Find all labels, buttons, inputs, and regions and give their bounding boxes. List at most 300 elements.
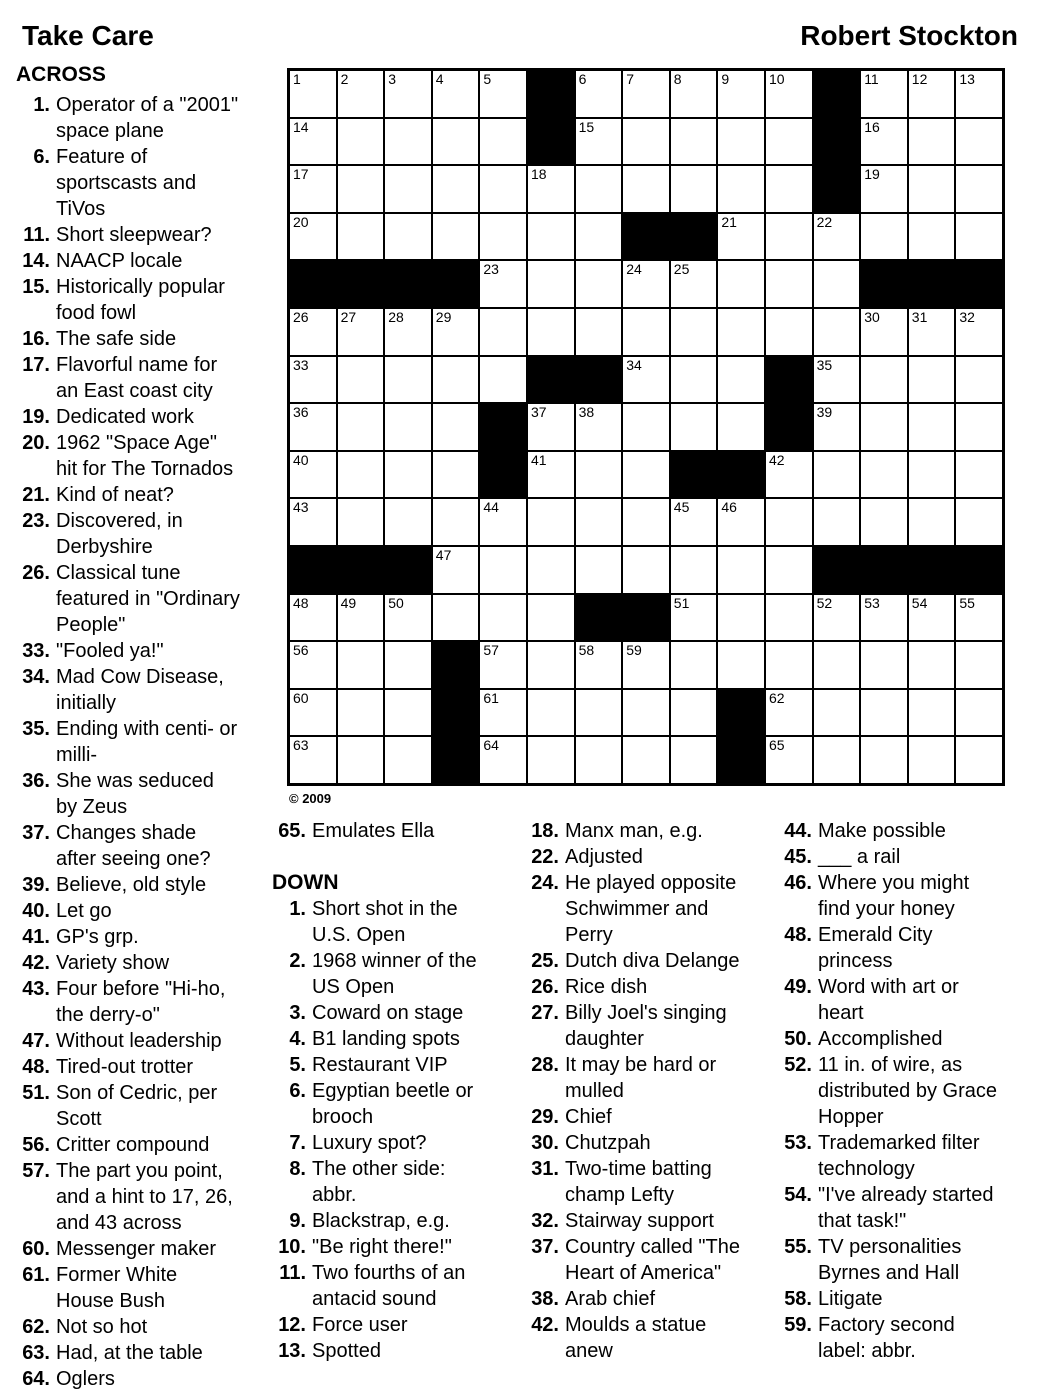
grid-cell[interactable] [385, 737, 431, 783]
grid-cell[interactable] [290, 690, 336, 736]
clue-down-44 [778, 818, 1002, 844]
grid-cell[interactable] [766, 166, 812, 212]
grid-cell[interactable] [528, 690, 574, 736]
grid-cell[interactable] [385, 309, 431, 355]
grid-cell[interactable] [814, 404, 860, 450]
cell-number: 25 [673, 261, 690, 278]
cell-number: 53 [864, 594, 880, 611]
clue-across-63 [16, 1340, 240, 1366]
grid-cell[interactable] [576, 547, 622, 593]
clue-across-37 [16, 820, 240, 872]
grid-cell[interactable] [290, 214, 336, 260]
grid-cell[interactable] [290, 737, 336, 783]
black-cell [766, 357, 812, 403]
grid-cell[interactable] [909, 690, 955, 736]
clue-down-28 [525, 1052, 755, 1104]
grid-cell[interactable] [671, 261, 717, 307]
grid-cell[interactable] [718, 357, 764, 403]
grid-cell[interactable] [528, 166, 574, 212]
clue-down-22 [525, 844, 755, 870]
grid-cell[interactable] [623, 690, 669, 736]
grid-cell[interactable] [576, 71, 622, 117]
grid-cell[interactable] [290, 309, 336, 355]
grid-cell[interactable] [480, 547, 526, 593]
across-clue-list [16, 92, 240, 1392]
grid-cell[interactable] [766, 547, 812, 593]
grid-cell[interactable] [385, 499, 431, 545]
grid-cell[interactable] [338, 737, 384, 783]
grid-cell[interactable] [718, 547, 764, 593]
clue-down-6 [272, 1078, 492, 1130]
grid-cell[interactable] [766, 737, 812, 783]
clue-number: 37. [22, 822, 50, 844]
cell-number: 55 [959, 594, 975, 611]
cell-number: 20 [293, 213, 309, 230]
grid-cell[interactable] [956, 309, 1002, 355]
grid-cell[interactable] [718, 71, 764, 117]
clue-down-59 [778, 1312, 1002, 1364]
grid-cell[interactable] [338, 404, 384, 450]
grid-cell[interactable] [671, 309, 717, 355]
grid-cell[interactable] [718, 642, 764, 688]
grid-cell[interactable] [814, 261, 860, 307]
grid-cell[interactable] [718, 119, 764, 165]
grid-cell[interactable] [480, 119, 526, 165]
clue-text: GP's grp. [56, 926, 139, 948]
grid-cell[interactable] [956, 595, 1002, 641]
clue-text: Messenger maker [56, 1238, 217, 1260]
grid-cell[interactable] [956, 357, 1002, 403]
black-cell [814, 547, 860, 593]
grid-cell[interactable] [671, 404, 717, 450]
clue-across-14 [16, 248, 240, 274]
grid-cell[interactable] [623, 499, 669, 545]
grid-cell[interactable] [480, 642, 526, 688]
clue-text: Adjusted [565, 846, 643, 868]
grid-cell[interactable] [528, 595, 574, 641]
grid-cell[interactable] [671, 690, 717, 736]
grid-cell[interactable] [671, 642, 717, 688]
clue-number: 52. [784, 1054, 812, 1076]
grid-cell[interactable] [576, 261, 622, 307]
grid-cell[interactable] [338, 357, 384, 403]
grid-cell[interactable] [480, 499, 526, 545]
clue-text: Dedicated work [56, 406, 194, 428]
grid-cell[interactable] [433, 357, 479, 403]
grid-cell[interactable] [480, 309, 526, 355]
grid-cell[interactable] [480, 71, 526, 117]
grid-cell[interactable] [290, 499, 336, 545]
clue-text: Tired-out trotter [56, 1056, 194, 1078]
clue-number: 60. [22, 1238, 50, 1260]
grid-cell[interactable] [861, 357, 907, 403]
grid-cell[interactable] [909, 71, 955, 117]
cell-number: 54 [911, 594, 928, 611]
grid-cell[interactable] [576, 404, 622, 450]
grid-cell[interactable] [814, 499, 860, 545]
grid-cell[interactable] [814, 357, 860, 403]
clue-number: 10. [278, 1236, 306, 1258]
clue-across-39 [16, 872, 240, 898]
grid-cell[interactable] [671, 357, 717, 403]
grid-cell[interactable] [433, 71, 479, 117]
grid-cell[interactable] [338, 499, 384, 545]
grid-cell[interactable] [814, 737, 860, 783]
grid-cell[interactable] [290, 595, 336, 641]
grid-cell[interactable] [671, 595, 717, 641]
grid-cell[interactable] [385, 214, 431, 260]
grid-cell[interactable] [909, 499, 955, 545]
grid-cell[interactable] [480, 690, 526, 736]
grid-cell[interactable] [956, 119, 1002, 165]
grid-cell[interactable] [623, 357, 669, 403]
clue-across-26 [16, 560, 240, 638]
grid-cell[interactable] [766, 119, 812, 165]
grid-cell[interactable] [623, 119, 669, 165]
grid-cell[interactable] [718, 595, 764, 641]
grid-cell[interactable] [576, 214, 622, 260]
cell-number: 45 [673, 499, 690, 516]
clue-across-51 [16, 1080, 240, 1132]
grid-cell[interactable] [528, 452, 574, 498]
black-cell [433, 737, 479, 783]
grid-cell[interactable] [861, 737, 907, 783]
cell-number: 34 [626, 356, 642, 373]
clue-across-40 [16, 898, 240, 924]
black-cell [718, 452, 764, 498]
cell-number: 3 [388, 71, 396, 87]
black-cell [433, 642, 479, 688]
grid-cell[interactable] [385, 166, 431, 212]
clue-number: 30. [531, 1132, 559, 1154]
black-cell [480, 404, 526, 450]
grid-cell[interactable] [528, 737, 574, 783]
grid-cell[interactable] [433, 404, 479, 450]
grid-cell[interactable] [338, 166, 384, 212]
grid-cell[interactable] [861, 690, 907, 736]
grid-cell[interactable] [671, 166, 717, 212]
grid-cell[interactable] [290, 119, 336, 165]
clue-across-60 [16, 1236, 240, 1262]
grid-cell[interactable] [385, 404, 431, 450]
black-cell [718, 737, 764, 783]
grid-cell[interactable] [956, 690, 1002, 736]
clue-down-29 [525, 1104, 755, 1130]
clue-across-11 [16, 222, 240, 248]
grid-cell[interactable] [814, 595, 860, 641]
cell-number: 44 [483, 499, 499, 516]
cell-number: 49 [340, 594, 357, 611]
clue-number: 11. [23, 224, 50, 246]
black-cell [290, 261, 336, 307]
grid-cell[interactable] [861, 166, 907, 212]
grid-cell[interactable] [909, 452, 955, 498]
cell-number: 63 [293, 737, 309, 754]
clue-across-16 [16, 326, 240, 352]
cell-number: 52 [816, 594, 833, 611]
grid-cell[interactable] [385, 357, 431, 403]
grid-cell[interactable] [718, 166, 764, 212]
clue-text: "Fooled ya!" [56, 640, 164, 662]
grid-cell[interactable] [528, 547, 574, 593]
grid-cell[interactable] [433, 309, 479, 355]
across-clue-list-overflow [272, 818, 492, 844]
grid-cell[interactable] [480, 737, 526, 783]
clue-number: 26. [22, 562, 50, 584]
grid-cell[interactable] [718, 404, 764, 450]
grid-cell[interactable] [623, 166, 669, 212]
grid-cell[interactable] [290, 404, 336, 450]
grid-cell[interactable] [576, 499, 622, 545]
clue-across-21 [16, 482, 240, 508]
black-cell [338, 547, 384, 593]
grid-cell[interactable] [909, 119, 955, 165]
clue-text: Litigate [818, 1288, 883, 1310]
clue-number: 47. [22, 1030, 50, 1052]
grid-cell[interactable] [338, 119, 384, 165]
grid-cell[interactable] [814, 452, 860, 498]
black-cell [861, 547, 907, 593]
grid-cell[interactable] [290, 166, 336, 212]
cell-number: 62 [768, 689, 785, 706]
grid-cell[interactable] [528, 214, 574, 260]
grid-cell[interactable] [861, 119, 907, 165]
clue-text: Factory second label: abbr. [818, 1314, 955, 1362]
grid-cell[interactable] [433, 119, 479, 165]
grid-cell[interactable] [623, 547, 669, 593]
crossword-grid [287, 68, 1005, 786]
grid-cell[interactable] [433, 166, 479, 212]
clue-number: 55. [784, 1236, 812, 1258]
grid-cell[interactable] [671, 547, 717, 593]
grid-cell[interactable] [671, 737, 717, 783]
grid-cell[interactable] [766, 595, 812, 641]
grid-cell[interactable] [480, 595, 526, 641]
grid-cell[interactable] [385, 119, 431, 165]
clue-text: She was seduced by Zeus [56, 770, 214, 818]
clue-number: 42. [22, 952, 50, 974]
grid-cell[interactable] [528, 499, 574, 545]
grid-cell[interactable] [766, 452, 812, 498]
grid-cell[interactable] [385, 642, 431, 688]
grid-cell[interactable] [528, 309, 574, 355]
grid-cell[interactable] [766, 71, 812, 117]
grid-cell[interactable] [718, 499, 764, 545]
grid-cell[interactable] [290, 452, 336, 498]
grid-cell[interactable] [385, 71, 431, 117]
grid-cell[interactable] [433, 452, 479, 498]
grid-cell[interactable] [766, 642, 812, 688]
grid-cell[interactable] [338, 214, 384, 260]
clue-number: 7. [289, 1132, 306, 1154]
clue-across-33 [16, 638, 240, 664]
clue-number: 49. [784, 976, 812, 998]
clue-across-35 [16, 716, 240, 768]
clue-number: 2. [289, 950, 306, 972]
across-header: ACROSS [16, 63, 106, 86]
grid-cell[interactable] [861, 309, 907, 355]
grid-cell[interactable] [766, 690, 812, 736]
grid-cell[interactable] [718, 309, 764, 355]
clue-text: Feature of sportscasts and TiVos [56, 146, 197, 220]
grid-cell[interactable] [623, 71, 669, 117]
grid-cell[interactable] [814, 690, 860, 736]
clue-across-19 [16, 404, 240, 430]
grid-cell[interactable] [956, 452, 1002, 498]
cell-number: 18 [530, 166, 547, 183]
grid-cell[interactable] [861, 452, 907, 498]
grid-cell[interactable] [480, 261, 526, 307]
black-cell [718, 690, 764, 736]
clue-across-1 [16, 92, 240, 144]
grid-cell[interactable] [480, 357, 526, 403]
grid-cell[interactable] [338, 642, 384, 688]
black-cell [623, 595, 669, 641]
grid-cell[interactable] [385, 452, 431, 498]
clue-column-4 [778, 818, 1002, 1364]
grid-cell[interactable] [766, 499, 812, 545]
clue-across-64 [16, 1366, 240, 1392]
grid-cell[interactable] [338, 690, 384, 736]
grid-cell[interactable] [956, 71, 1002, 117]
clue-text: The part you point, and a hint to 17, 26, and 43 across [56, 1160, 233, 1234]
grid-cell[interactable] [909, 595, 955, 641]
grid-cell[interactable] [909, 214, 955, 260]
clue-text: He played opposite Schwimmer and Perry [565, 872, 737, 946]
grid-cell[interactable] [623, 404, 669, 450]
clue-down-13 [272, 1338, 492, 1364]
grid-cell[interactable] [623, 261, 669, 307]
clue-text: Manx man, e.g. [565, 820, 703, 842]
grid-cell[interactable] [433, 214, 479, 260]
grid-cell[interactable] [956, 214, 1002, 260]
cell-number: 14 [293, 118, 309, 135]
black-cell [956, 261, 1002, 307]
grid-cell[interactable] [623, 737, 669, 783]
grid-cell[interactable] [718, 214, 764, 260]
grid-cell[interactable] [956, 737, 1002, 783]
cell-number: 17 [293, 166, 309, 183]
cell-number: 26 [293, 308, 309, 325]
clue-number: 56. [22, 1134, 50, 1156]
clue-down-52 [778, 1052, 1002, 1130]
clue-text: Ending with centi- or milli- [56, 718, 238, 766]
grid-cell[interactable] [290, 642, 336, 688]
grid-cell[interactable] [528, 642, 574, 688]
grid-cell[interactable] [814, 214, 860, 260]
grid-cell[interactable] [909, 357, 955, 403]
grid-cell[interactable] [766, 214, 812, 260]
grid-cell[interactable] [576, 690, 622, 736]
grid-cell[interactable] [861, 642, 907, 688]
grid-cell[interactable] [623, 452, 669, 498]
clue-across-65 [272, 818, 492, 844]
grid-cell[interactable] [480, 214, 526, 260]
cell-number: 9 [721, 71, 730, 87]
grid-cell[interactable] [814, 309, 860, 355]
grid-cell[interactable] [385, 595, 431, 641]
clue-text: Arab chief [565, 1288, 656, 1310]
grid-cell[interactable] [956, 404, 1002, 450]
grid-cell[interactable] [909, 166, 955, 212]
grid-cell[interactable] [861, 404, 907, 450]
grid-cell[interactable] [338, 71, 384, 117]
grid-cell[interactable] [385, 690, 431, 736]
grid-cell[interactable] [576, 452, 622, 498]
clue-down-45 [778, 844, 1002, 870]
clue-text: 1962 "Space Age" hit for The Tornados [56, 432, 234, 480]
grid-cell[interactable] [576, 166, 622, 212]
cell-number: 19 [864, 166, 880, 183]
clue-text: The safe side [56, 328, 177, 350]
grid-cell[interactable] [338, 595, 384, 641]
cell-number: 2 [340, 71, 349, 87]
grid-cell[interactable] [671, 119, 717, 165]
grid-cell[interactable] [956, 642, 1002, 688]
grid-cell[interactable] [766, 309, 812, 355]
clue-text: ___ a rail [818, 846, 901, 868]
grid-cell[interactable] [433, 547, 479, 593]
grid-cell[interactable] [290, 357, 336, 403]
grid-cell[interactable] [909, 404, 955, 450]
grid-cell[interactable] [576, 737, 622, 783]
grid-cell[interactable] [909, 737, 955, 783]
clue-text: Rice dish [565, 976, 648, 998]
grid-cell[interactable] [576, 642, 622, 688]
clue-number: 26. [531, 976, 559, 998]
grid-cell[interactable] [861, 214, 907, 260]
grid-cell[interactable] [433, 595, 479, 641]
grid-cell[interactable] [576, 119, 622, 165]
grid-cell[interactable] [528, 404, 574, 450]
clue-down-38 [525, 1286, 755, 1312]
clue-down-58 [778, 1286, 1002, 1312]
grid-cell[interactable] [671, 71, 717, 117]
clue-text: Luxury spot? [312, 1132, 427, 1154]
clue-number: 32. [531, 1210, 559, 1232]
grid-cell[interactable] [718, 261, 764, 307]
clue-down-4 [272, 1026, 492, 1052]
cell-number: 1 [293, 71, 301, 87]
clue-text: Let go [56, 900, 112, 922]
grid-cell[interactable] [338, 452, 384, 498]
grid-cell[interactable] [433, 499, 479, 545]
clue-text: Short sleepwear? [56, 224, 212, 246]
grid-cell[interactable] [576, 309, 622, 355]
grid-cell[interactable] [861, 595, 907, 641]
grid-cell[interactable] [290, 71, 336, 117]
grid-cell[interactable] [623, 309, 669, 355]
cell-number: 8 [673, 71, 682, 87]
grid-cell[interactable] [861, 71, 907, 117]
grid-cell[interactable] [528, 261, 574, 307]
grid-cell[interactable] [909, 642, 955, 688]
grid-cell[interactable] [909, 309, 955, 355]
clue-number: 54. [784, 1184, 812, 1206]
grid-cell[interactable] [766, 261, 812, 307]
grid-cell[interactable] [623, 642, 669, 688]
grid-cell[interactable] [480, 166, 526, 212]
grid-cell[interactable] [956, 166, 1002, 212]
cell-number: 57 [483, 642, 499, 659]
grid-cell[interactable] [671, 499, 717, 545]
clue-text: B1 landing spots [312, 1028, 460, 1050]
grid-cell[interactable] [814, 642, 860, 688]
grid-cell[interactable] [956, 499, 1002, 545]
grid-cell[interactable] [861, 499, 907, 545]
grid-cell[interactable] [338, 309, 384, 355]
black-cell [623, 214, 669, 260]
